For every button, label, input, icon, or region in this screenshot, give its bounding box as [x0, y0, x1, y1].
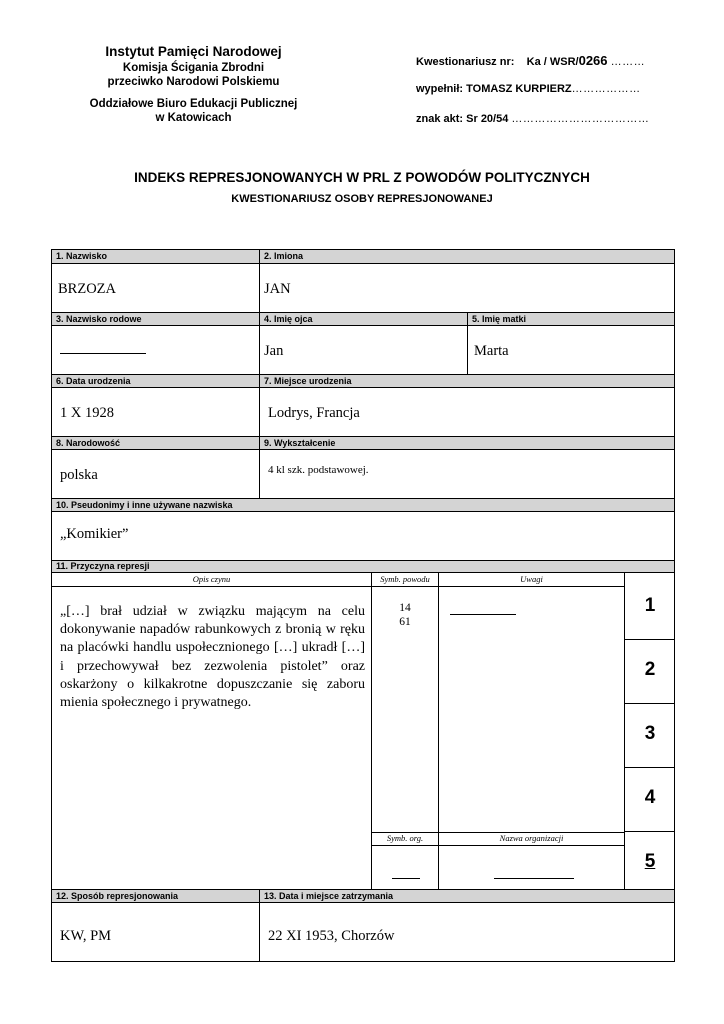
divider	[259, 312, 260, 374]
divider	[624, 767, 674, 768]
field-6-label: 6. Data urodzenia	[56, 376, 131, 386]
field-10-label: 10. Pseudonimy i inne używane nazwiska	[56, 500, 233, 510]
repression-description: „[…] brał udział w związku mającym na celu dokonywanie napadów rabunkowych z bronią w ręku na placówki handlu uspołecznionego […] ukradł […] i przechowywał bez zezwolenia pistolet” oraz oskarżony o kilkakrotne dopuszczanie się zaboru mienia społecznego i prywatnego.	[60, 604, 365, 711]
arrest-date-place-value: 22 XI 1953, Chorzów	[268, 928, 395, 944]
surname-value: BRZOZA	[58, 281, 116, 297]
divider	[52, 586, 624, 587]
maiden-name-blank	[60, 353, 146, 354]
office-line1: Oddziałowe Biuro Edukacji Publicznej	[89, 98, 298, 110]
field-3-label: 3. Nazwisko rodowe	[56, 314, 142, 324]
remarks-blank	[450, 614, 516, 615]
questionnaire-form	[51, 249, 675, 962]
institution-name: Instytut Pamięci Narodowej	[105, 44, 282, 59]
field-12-label: 12. Sposób represjonowania	[56, 891, 179, 901]
questionnaire-label: Kwestionariusz nr:	[416, 56, 515, 68]
repression-method-value: KW, PM	[60, 928, 112, 944]
file-dots: ………………………………	[511, 113, 650, 125]
file-number-line	[416, 113, 649, 125]
divider	[259, 250, 260, 312]
col-symb-org-header: Symb. org.	[386, 833, 424, 843]
field-9-label: 9. Wykształcenie	[264, 438, 336, 448]
header-row-4	[52, 436, 674, 450]
box-number-1: 1	[644, 595, 656, 616]
field-1-label: 1. Nazwisko	[56, 251, 108, 261]
filled-by-line	[416, 83, 641, 95]
filled-dots: ………………	[571, 83, 641, 95]
box-number-4: 4	[644, 787, 656, 808]
divider	[624, 831, 674, 832]
field-5-label: 5. Imię matki	[472, 314, 527, 324]
field-11-label: 11. Przyczyna represji	[56, 561, 150, 571]
father-name-value: Jan	[264, 343, 284, 359]
symbol-code-2: 61	[399, 616, 411, 628]
field-2-label: 2. Imiona	[264, 251, 304, 261]
first-names-value: JAN	[264, 281, 291, 297]
col-uwagi-header: Uwagi	[520, 574, 543, 584]
filled-label: wypełnił:	[416, 83, 464, 95]
col-nazwa-org-header: Nazwa organizacji	[499, 833, 564, 843]
box-number-3: 3	[644, 723, 656, 744]
divider	[624, 639, 674, 640]
field-8-label: 8. Narodowość	[56, 438, 121, 448]
divider	[624, 703, 674, 704]
col-symb-header: Symb. powodu	[380, 574, 430, 584]
org-symbol-blank	[392, 878, 420, 879]
field-13-label: 13. Data i miejsce zatrzymania	[264, 891, 394, 901]
commission-line1: Komisja Ścigania Zbrodni	[122, 62, 265, 74]
divider	[259, 436, 260, 498]
birth-place-value: Lodrys, Francja	[268, 405, 360, 421]
divider	[259, 889, 260, 961]
box-number-2: 2	[644, 659, 656, 680]
questionnaire-prefix: Ka / WSR/	[526, 56, 579, 68]
file-label: znak akt:	[416, 113, 464, 125]
header-row-3	[52, 374, 674, 388]
file-value: Sr 20/54	[466, 113, 509, 125]
questionnaire-number: 0266	[578, 53, 608, 68]
education-value: 4 kl szk. podstawowej.	[268, 464, 369, 476]
divider	[371, 845, 624, 846]
questionnaire-dots: ………	[610, 56, 646, 68]
divider	[259, 374, 260, 436]
page-subtitle: KWESTIONARIUSZ OSOBY REPRESJONOWANEJ	[231, 193, 493, 205]
symbol-code-1: 14	[399, 602, 411, 614]
questionnaire-number-line	[416, 53, 645, 68]
divider	[467, 312, 468, 374]
office-line2: w Katowicach	[155, 112, 232, 124]
box-number-5: 5	[644, 851, 656, 872]
pseudonym-value: „Komikier”	[60, 526, 129, 542]
org-name-blank	[494, 878, 574, 879]
header-row-1	[52, 250, 674, 264]
filled-by: TOMASZ KURPIERZ	[466, 83, 572, 95]
birth-date-value: 1 X 1928	[60, 405, 114, 421]
mother-name-value: Marta	[474, 343, 509, 359]
page-title: INDEKS REPRESJONOWANYCH W PRL Z POWODÓW POLITYCZNYCH	[134, 170, 590, 185]
commission-line2: przeciwko Narodowi Polskiemu	[107, 76, 280, 88]
field-4-label: 4. Imię ojca	[264, 314, 313, 324]
header-row-2	[52, 312, 674, 326]
col-opis-header: Opis czynu	[192, 574, 231, 584]
field-7-label: 7. Miejsce urodzenia	[264, 376, 352, 386]
nationality-value: polska	[60, 467, 98, 483]
